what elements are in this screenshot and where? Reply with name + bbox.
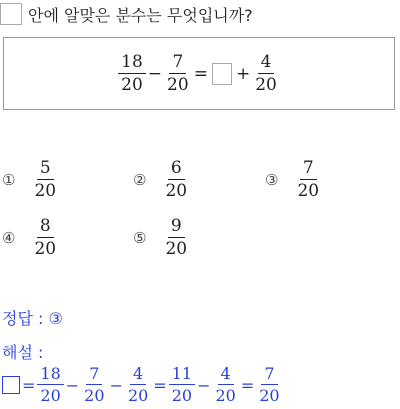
answer-label: 정답 : ③ (2, 309, 63, 328)
question-line (0, 2, 253, 26)
explanation-label: 해설 : (2, 343, 44, 362)
choice-3[interactable]: ③ $\frac{7}{20}$ (265, 158, 320, 201)
blank-box-icon (0, 3, 22, 25)
plus-sign: + (235, 63, 251, 84)
answer-blank-icon (212, 63, 232, 85)
explanation-fraction: $\frac{7}{20}$ (259, 364, 280, 405)
explanation-fraction: $\frac{4}{20}$ (215, 364, 236, 405)
minus-sign: − (147, 63, 163, 84)
choice-4[interactable]: ④ $\frac{8}{20}$ (2, 216, 57, 259)
explanation-fraction: $\frac{11}{20}$ (169, 366, 195, 404)
explanation-fraction: $\frac{7}{20}$ (84, 364, 105, 405)
equation-box (3, 37, 395, 110)
explanation-equation: = $\frac{18}{20}$ − $\frac{7}{20}$ − $\frac{4}{20}$ = $\frac{11}{20}$ − $\frac{4}{20}$ = $\frac{7}{20}$ (2, 366, 283, 404)
choice-2[interactable]: ② $\frac{6}{20}$ (133, 158, 188, 201)
equation (118, 51, 280, 95)
fraction-sub: $\frac{7}{20}$ (167, 51, 189, 95)
equals-sign: = (193, 63, 208, 84)
fraction-add: $\frac{4}{20}$ (255, 51, 277, 95)
choice-5[interactable]: ⑤ $\frac{9}{20}$ (133, 216, 188, 259)
explanation-blank-icon (2, 376, 20, 394)
explanation-fraction: $\frac{4}{20}$ (127, 364, 149, 405)
fraction-left: $\frac{18}{20}$ (118, 54, 146, 94)
explanation-fraction: $\frac{18}{20}$ (37, 366, 63, 404)
question-text: 안에 알맞은 분수는 무엇입니까? (28, 5, 253, 25)
choice-1[interactable]: ① $\frac{5}{20}$ (2, 158, 57, 201)
